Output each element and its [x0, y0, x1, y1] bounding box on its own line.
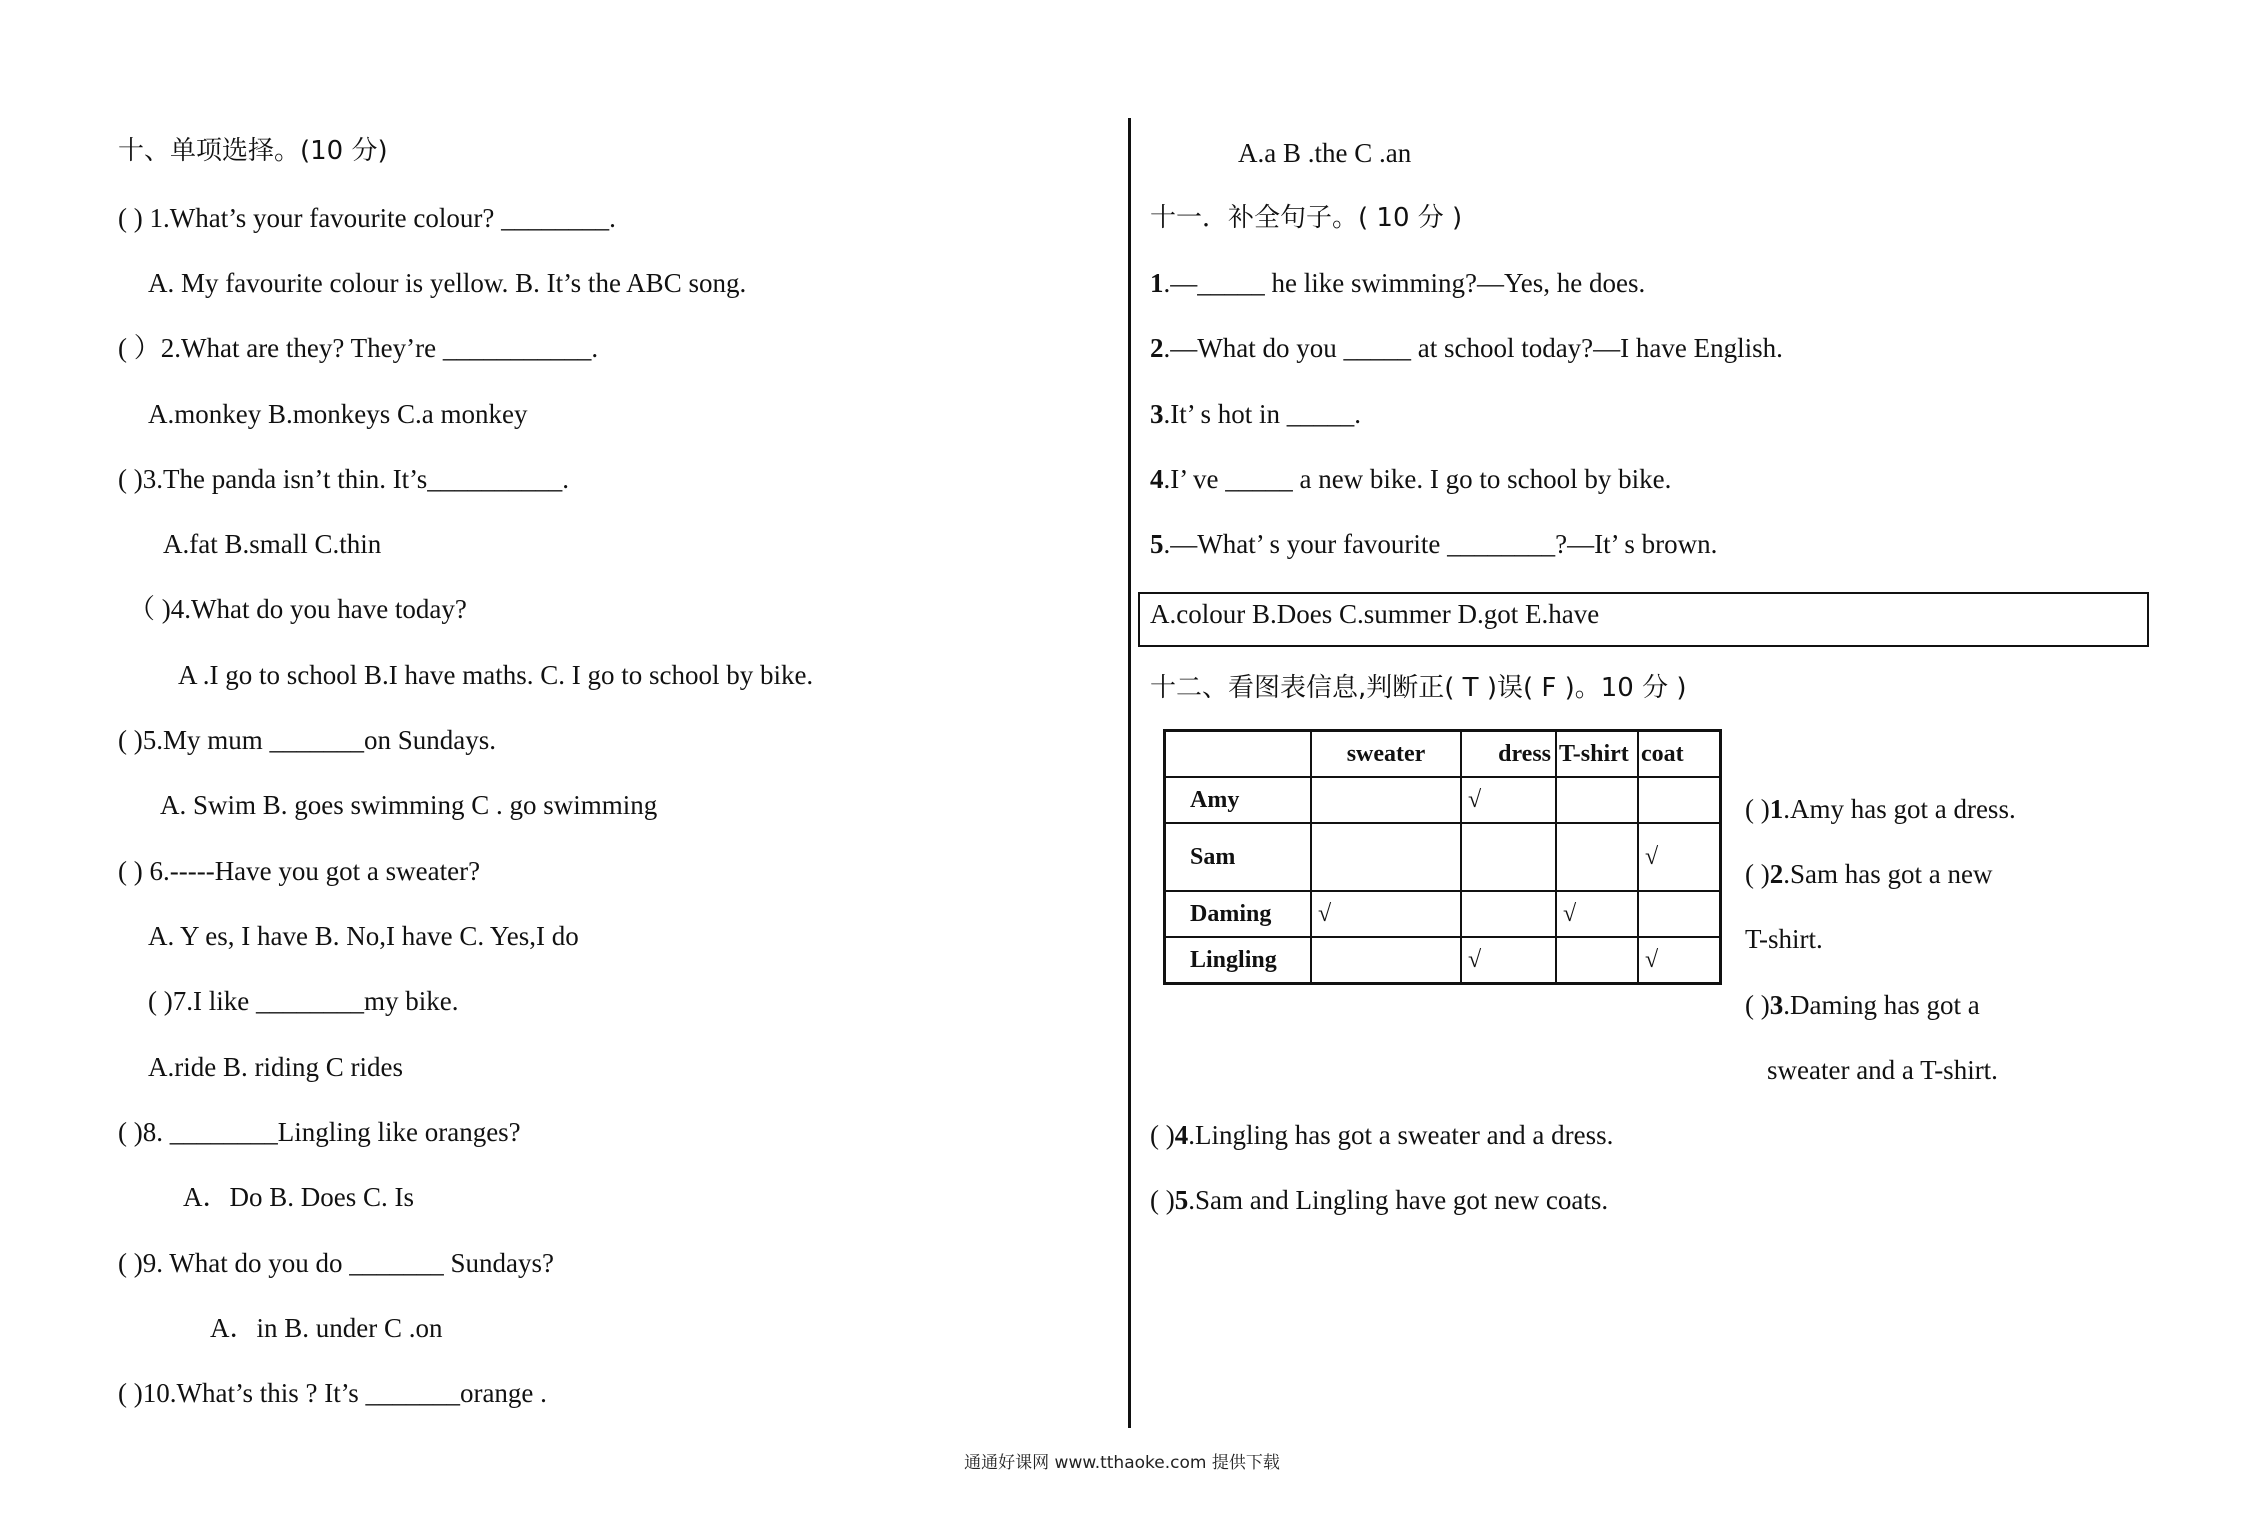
question-2-options: A.monkey B.monkeys C.a monkey	[148, 399, 528, 429]
judge-item-5-text: .Sam and Lingling have got new coats.	[1188, 1185, 1609, 1215]
table-cell: √	[1461, 777, 1556, 823]
fill-item-5	[1150, 527, 1717, 561]
table-cell: Sam	[1165, 823, 1312, 891]
question-7-options: A.ride B. riding C rides	[148, 1052, 403, 1082]
judge-item-2	[1745, 857, 1992, 891]
table-cell	[1556, 777, 1638, 823]
judge-item-1-number: 1	[1769, 794, 1784, 824]
judge-item-3-number: 3	[1769, 990, 1784, 1020]
judge-item-4	[1150, 1118, 1613, 1152]
table-cell	[1311, 777, 1461, 823]
fill-item-5-number: 5	[1150, 529, 1164, 559]
section-10-title: 十、单项选择。(10 分)	[118, 136, 388, 166]
table-cell	[1556, 937, 1638, 984]
question-8: ( )8. ________Lingling like oranges?	[118, 1117, 521, 1147]
judge-item-3	[1745, 988, 1980, 1022]
question-10: ( )10.What’s this ? It’s _______orange .	[118, 1378, 547, 1408]
table-cell	[1556, 823, 1638, 891]
fill-item-2	[1150, 331, 1783, 365]
question-5: ( )5.My mum _______on Sundays.	[118, 725, 496, 755]
fill-item-2-number: 2	[1150, 333, 1164, 363]
judge-item-2-paren: ( )	[1745, 859, 1770, 889]
question-10-options: A.a B .the C .an	[1238, 138, 1412, 168]
question-8-options: A．Do B. Does C. Is	[183, 1182, 415, 1212]
question-3: ( )3.The panda isn’t thin. It’s__________.	[118, 464, 569, 494]
judge-item-5-number: 5	[1174, 1185, 1189, 1215]
judge-item-1-paren: ( )	[1745, 794, 1770, 824]
question-9-options: A．in B. under C .on	[210, 1313, 443, 1343]
table-row	[1165, 891, 1721, 937]
word-options: A.colour B.Does C.summer D.got E.have	[1150, 599, 1600, 629]
question-4: （ )4.What do you have today?	[128, 594, 467, 624]
table-header-cell	[1165, 731, 1312, 778]
fill-item-3-text: .It’ s hot in _____.	[1163, 399, 1361, 429]
question-5-options: A. Swim B. goes swimming C . go swimming	[160, 790, 658, 820]
fill-item-4-text: .I’ ve _____ a new bike. I go to school by bike.	[1163, 464, 1672, 494]
fill-item-1-text: .—_____ he like swimming?—Yes, he does.	[1163, 268, 1646, 298]
judge-item-4-text: .Lingling has got a sweater and a dress.	[1188, 1120, 1614, 1150]
table-cell: √	[1556, 891, 1638, 937]
table-row	[1165, 823, 1721, 891]
table-header-cell: dress	[1461, 731, 1556, 778]
question-4-options: A .I go to school B.I have maths. C. I go to school by bike.	[178, 660, 814, 690]
table-header-cell: coat	[1638, 731, 1721, 778]
judge-item-5	[1150, 1183, 1608, 1217]
table-row	[1165, 937, 1721, 984]
fill-item-3-number: 3	[1150, 399, 1164, 429]
fill-item-4	[1150, 462, 1671, 496]
question-1-options: A. My favourite colour is yellow. B. It’s the ABC song.	[148, 268, 747, 298]
table-cell: Lingling	[1165, 937, 1312, 984]
judge-item-4-paren: ( )	[1150, 1120, 1175, 1150]
section-11-title: 十一．补全句子。( 10 分 )	[1150, 203, 1463, 233]
fill-item-2-text: .—What do you _____ at school today?—I have English.	[1163, 333, 1783, 363]
clothes-table	[1163, 729, 1722, 985]
section-12-title: 十二、看图表信息,判断正( T )误( F )。10 分 )	[1150, 673, 1687, 703]
table-header-cell: T-shirt	[1556, 731, 1638, 778]
table-cell	[1638, 891, 1721, 937]
table-cell	[1461, 823, 1556, 891]
table-cell	[1311, 823, 1461, 891]
column-divider	[1128, 118, 1131, 1428]
table-header-cell: sweater	[1311, 731, 1461, 778]
question-1: ( ) 1.What’s your favourite colour? ________.	[118, 203, 616, 233]
table-cell: Daming	[1165, 891, 1312, 937]
judge-item-3-paren: ( )	[1745, 990, 1770, 1020]
judge-item-3-continued: sweater and a T-shirt.	[1767, 1055, 1998, 1085]
table-cell: √	[1638, 823, 1721, 891]
fill-item-4-number: 4	[1150, 464, 1164, 494]
judge-item-2-continued: T-shirt.	[1745, 924, 1823, 954]
table-cell	[1638, 777, 1721, 823]
judge-item-1	[1745, 792, 2016, 826]
fill-item-5-text: .—What’ s your favourite ________?—It’ s brown.	[1163, 529, 1718, 559]
fill-item-1-number: 1	[1150, 268, 1164, 298]
question-2: ( ）2.What are they? They’re ___________.	[118, 333, 599, 363]
question-9: ( )9. What do you do _______ Sundays?	[118, 1248, 554, 1278]
judge-item-3-text: .Daming has got a	[1783, 990, 1980, 1020]
judge-item-1-text: .Amy has got a dress.	[1783, 794, 2016, 824]
table-cell: √	[1638, 937, 1721, 984]
table-cell	[1311, 937, 1461, 984]
page-footer: 通通好课网 www.tthaoke.com 提供下载	[964, 1453, 1280, 1473]
table-header-row	[1165, 731, 1721, 778]
judge-item-5-paren: ( )	[1150, 1185, 1175, 1215]
judge-item-2-text: .Sam has got a new	[1783, 859, 1993, 889]
table-cell: Amy	[1165, 777, 1312, 823]
table-row	[1165, 777, 1721, 823]
table-cell: √	[1311, 891, 1461, 937]
question-3-options: A.fat B.small C.thin	[163, 529, 382, 559]
question-6-options: A. Y es, I have B. No,I have C. Yes,I do	[148, 921, 579, 951]
table-cell: √	[1461, 937, 1556, 984]
fill-item-1	[1150, 266, 1645, 300]
judge-item-4-number: 4	[1174, 1120, 1189, 1150]
judge-item-2-number: 2	[1769, 859, 1784, 889]
fill-item-3	[1150, 397, 1361, 431]
table-cell	[1461, 891, 1556, 937]
question-6: ( ) 6.-----Have you got a sweater?	[118, 856, 481, 886]
question-7: ( )7.I like ________my bike.	[148, 986, 459, 1016]
